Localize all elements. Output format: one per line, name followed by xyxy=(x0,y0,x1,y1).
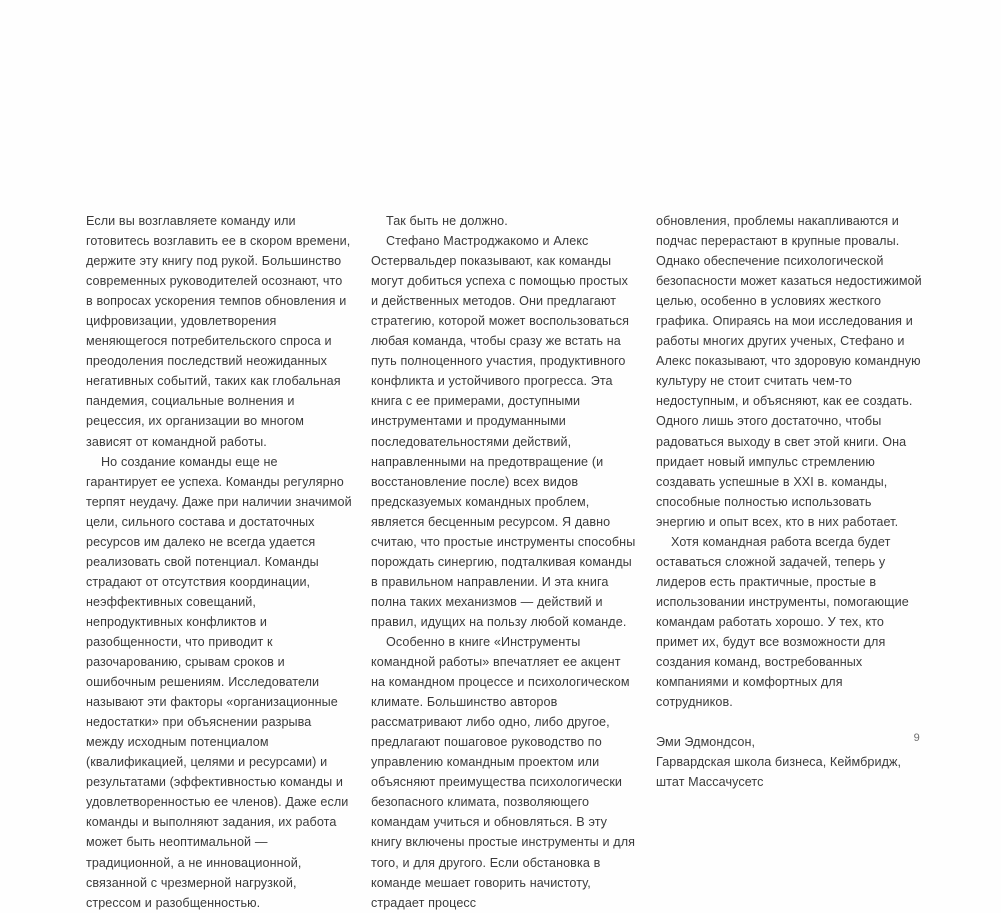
paragraph: Стефано Мастроджакомо и Алекс Остервальдер показывают, как команды могут добиться успеха с помощью простых и действенных методов. Они предлагают стратегию, которой может воспользоваться любая команда, чтобы сразу же встать на путь полноценного участия, продуктивного конфликта и устойчивого прогресса. Эта книга с ее примерами, доступными инструментами и продуманными последовательностями действий, направленными на предотвращение (и восстановление после) всех видов предсказуемых командных проблем, является бесценным ресурсом. Я давно считаю, что простые инструменты способны порождать синергию, подталкивая команды в правильном направлении. И эта книга полна таких механизмов — действий и правил, идущих на пользу любой команде. xyxy=(371,234,636,629)
paragraph: обновления, проблемы накапливаются и подчас перерастают в крупные провалы. Однако обеспечение психологической безопасности может казаться недостижимой целью, особенно в условиях жесткого графика. Опираясь на мои исследования и работы многих других ученых, Стефано и Алекс показывают, что здоровую командную культуру не стоит считать чем-то недоступным, и объясняют, как ее создать. Одного лишь этого достаточно, чтобы радоваться выходу в свет этой книги. Она придает новый импульс стремлению создавать успешные в XXI в. команды, способные полностью использовать энергию и опыт всех, кто в них работает. xyxy=(656,214,922,529)
signature-author-name: Эми Эдмондсон, xyxy=(656,735,756,750)
signature-affiliation: Гарвардская школа бизнеса, Кеймбридж, xyxy=(656,755,902,770)
paragraph: Особенно в книге «Инструменты командной работы» впечатляет ее акцент на командном процессе и психологическом климате. Большинство авторов рассматривают либо одно, либо другое, предлагают пошаговое руководство по управлению командным проектом или объясняют преимущества психологически безопасного климата, позволяющего командам учиться и обновляться. В эту книгу включены простые инструменты и для того, и для другого. Если обстановка в команде мешает говорить начистоту, страдает процесс xyxy=(371,634,636,910)
text-column-3 xyxy=(656,211,922,792)
paragraph: Хотя командная работа всегда будет оставаться сложной задачей, теперь у лидеров есть практичные, простые в использовании инструменты, помогающие командам работать хорошо. У тех, кто примет их, будут все возможности для создания команд, востребованных компаниями и комфортных для сотрудников. xyxy=(656,534,909,710)
paragraph: Если вы возглавляете команду или готовитесь возглавить ее в скором времени, держите эту книгу под рукой. Большинство современных руководителей осознают, что в вопросах ускорения темпов обновления и цифровизации, удовлетворения меняющегося потребительского спроса и преодоления последствий неожиданных негативных событий, таких как глобальная пандемия, социальные волнения и рецессия, их организации во многом зависят от командной работы. xyxy=(86,214,351,449)
paragraph: Но создание команды еще не гарантирует ее успеха. Команды регулярно терпят неудачу. Даже при наличии значимой цели, сильного состава и достаточных ресурсов им далеко не всегда удается реализовать свой потенциал. Команды страдают от отсутствия координации, неэффективных совещаний, непродуктивных конфликтов и разобщенности, что приводит к разочарованию, срывам сроков и ошибочным решениям. Исследователи называют эти факторы «организационные недостатки» при объяснении разрыва между исходным потенциалом (квалификацией, целями и ресурсами) и результатами (эффективностью команды и удовлетворенностью ее членов). Даже если команды и выполняют задания, их работа может быть неоптимальной — традиционной, а не инновационной, связанной с чрезмерной нагрузкой, стрессом и разобщенностью. xyxy=(86,454,352,910)
paragraph: Так быть не должно. xyxy=(386,214,508,228)
signature-location: штат Массачусетс xyxy=(656,775,764,790)
page-number: 9 xyxy=(913,732,920,744)
text-column-1 xyxy=(86,211,352,913)
text-column-2 xyxy=(371,211,637,913)
text-columns-container xyxy=(86,211,922,910)
